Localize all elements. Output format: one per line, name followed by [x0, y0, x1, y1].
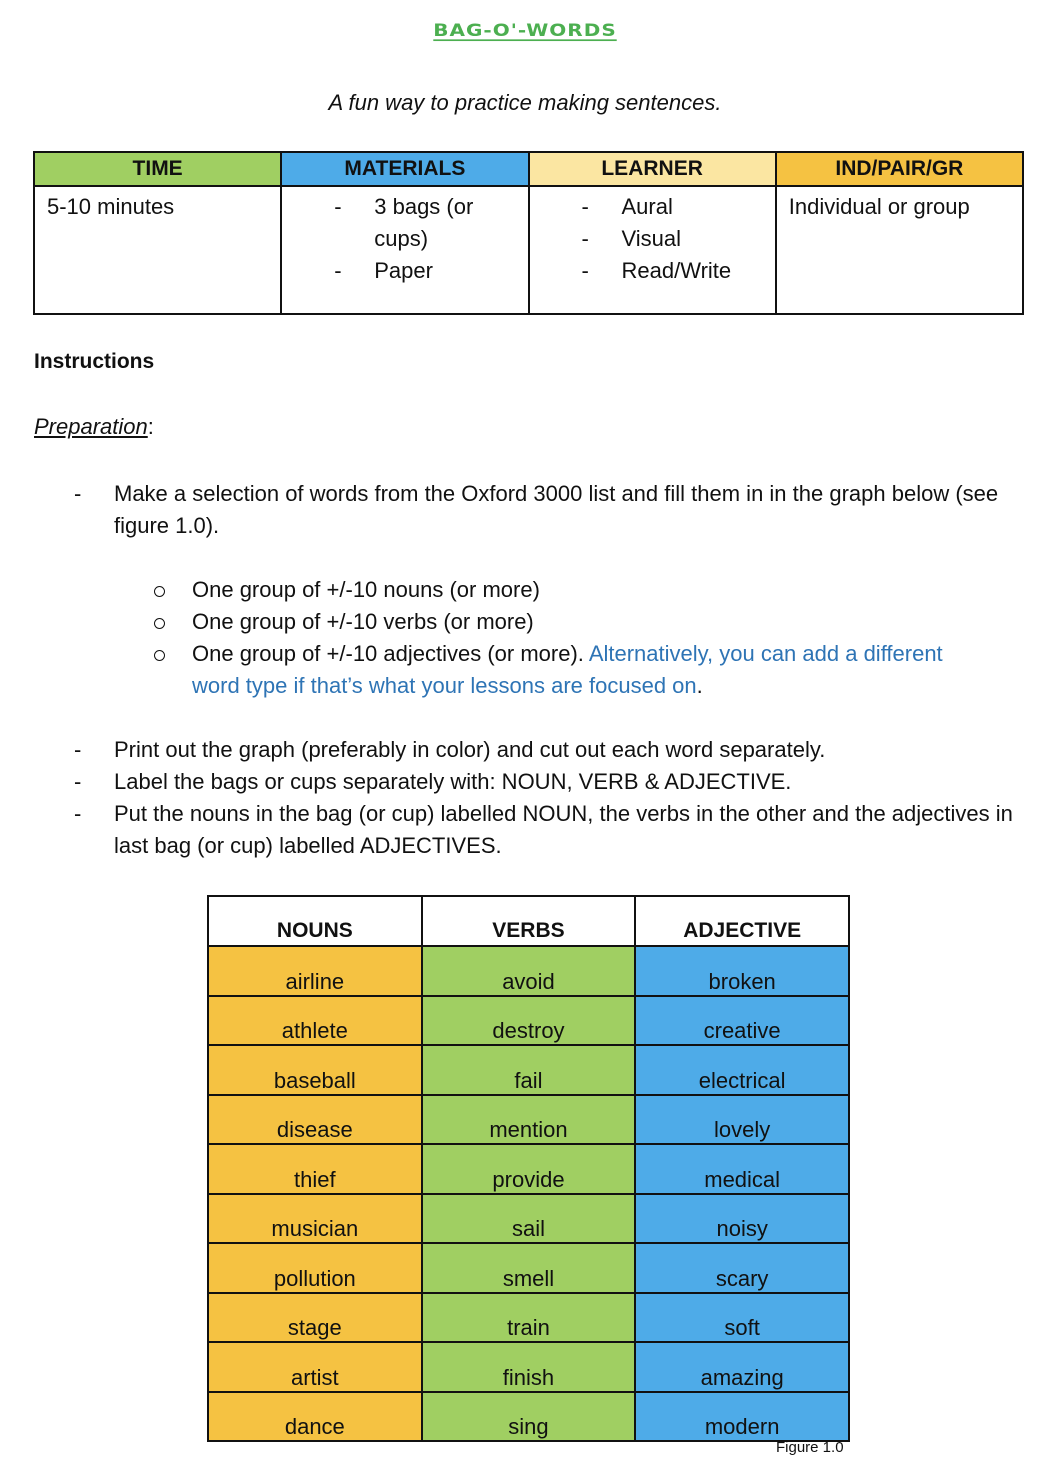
verb-cell: smell [422, 1243, 636, 1293]
word-row [208, 1095, 849, 1145]
word-group-item [150, 638, 970, 702]
word-group-list [150, 574, 970, 702]
header-adjective: ADJECTIVE [635, 896, 849, 946]
word-table [207, 895, 850, 1442]
learner-cell [529, 186, 776, 314]
word-row [208, 946, 849, 996]
preparation-colon: : [147, 414, 154, 439]
word-row [208, 1144, 849, 1194]
materials-cell [281, 186, 528, 314]
word-row [208, 1342, 849, 1392]
preparation-steps-1 [60, 478, 1020, 542]
noun-cell: athlete [208, 996, 422, 1046]
noun-cell: pollution [208, 1243, 422, 1293]
noun-cell: artist [208, 1342, 422, 1392]
word-group-text: One group of +/-10 adjectives (or more). [192, 641, 589, 666]
adjective-cell: noisy [635, 1194, 849, 1244]
subtitle: A fun way to practice making sentences. [328, 90, 722, 115]
materials-item: - 3 bags (or cups) [294, 191, 515, 255]
word-group-item: One group of +/-10 nouns (or more) [150, 574, 970, 606]
verb-cell: destroy [422, 996, 636, 1046]
header-grouping: IND/PAIR/GR [776, 152, 1023, 186]
adjective-cell: broken [635, 946, 849, 996]
verb-cell: sing [422, 1392, 636, 1442]
figure-caption: Figure 1.0 [776, 1439, 844, 1456]
noun-cell: disease [208, 1095, 422, 1145]
word-row [208, 1194, 849, 1244]
step-item: - Put the nouns in the bag (or cup) labelled NOUN, the verbs in the other and the adjectives in last bag (or cup) labelled ADJECTIVES. [60, 798, 1020, 862]
adjective-cell: creative [635, 996, 849, 1046]
word-row [208, 1392, 849, 1442]
noun-cell: musician [208, 1194, 422, 1244]
noun-cell: airline [208, 946, 422, 996]
noun-cell: stage [208, 1293, 422, 1343]
step-item: - Make a selection of words from the Oxford 3000 list and fill them in in the graph below (see figure 1.0). [60, 478, 1020, 542]
learner-item: - Aural [542, 191, 763, 223]
noun-cell: thief [208, 1144, 422, 1194]
verb-cell: mention [422, 1095, 636, 1145]
header-learner: LEARNER [529, 152, 776, 186]
learner-list [542, 191, 763, 287]
preparation-steps-2 [60, 734, 1020, 862]
verb-cell: fail [422, 1045, 636, 1095]
materials-item: - Paper [294, 255, 515, 287]
note-period: . [696, 673, 703, 698]
adjective-cell: lovely [635, 1095, 849, 1145]
learner-item: - Read/Write [542, 255, 763, 287]
alternative-note: Alternatively, you can add a different word type if that’s what your lessons are focused on [192, 641, 943, 698]
grouping-cell: Individual or group [776, 186, 1023, 314]
time-cell: 5-10 minutes [34, 186, 281, 314]
page-title: BAG-O'-WORDS [433, 19, 617, 41]
verb-cell: sail [422, 1194, 636, 1244]
step-item: - Label the bags or cups separately with: NOUN, VERB & ADJECTIVE. [60, 766, 1020, 798]
word-row [208, 1293, 849, 1343]
word-group-item: One group of +/-10 verbs (or more) [150, 606, 970, 638]
word-row [208, 996, 849, 1046]
adjective-cell: scary [635, 1243, 849, 1293]
overview-table [33, 151, 1024, 315]
page-title-wrap [0, 18, 1050, 42]
materials-list [294, 191, 515, 287]
header-time: TIME [34, 152, 281, 186]
adjective-cell: amazing [635, 1342, 849, 1392]
adjective-cell: electrical [635, 1045, 849, 1095]
noun-cell: baseball [208, 1045, 422, 1095]
verb-cell: avoid [422, 946, 636, 996]
verb-cell: train [422, 1293, 636, 1343]
adjective-cell: medical [635, 1144, 849, 1194]
preparation-heading [34, 414, 154, 440]
adjective-cell: modern [635, 1392, 849, 1442]
word-row [208, 1045, 849, 1095]
adjective-cell: soft [635, 1293, 849, 1343]
verb-cell: finish [422, 1342, 636, 1392]
header-verbs: VERBS [422, 896, 636, 946]
word-rows [208, 946, 849, 1441]
header-materials: MATERIALS [281, 152, 528, 186]
noun-cell: dance [208, 1392, 422, 1442]
instructions-heading: Instructions [34, 350, 155, 373]
word-row [208, 1243, 849, 1293]
verb-cell: provide [422, 1144, 636, 1194]
learner-item: - Visual [542, 223, 763, 255]
header-nouns: NOUNS [208, 896, 422, 946]
preparation-label: Preparation [34, 414, 148, 439]
step-item: - Print out the graph (preferably in color) and cut out each word separately. [60, 734, 1020, 766]
